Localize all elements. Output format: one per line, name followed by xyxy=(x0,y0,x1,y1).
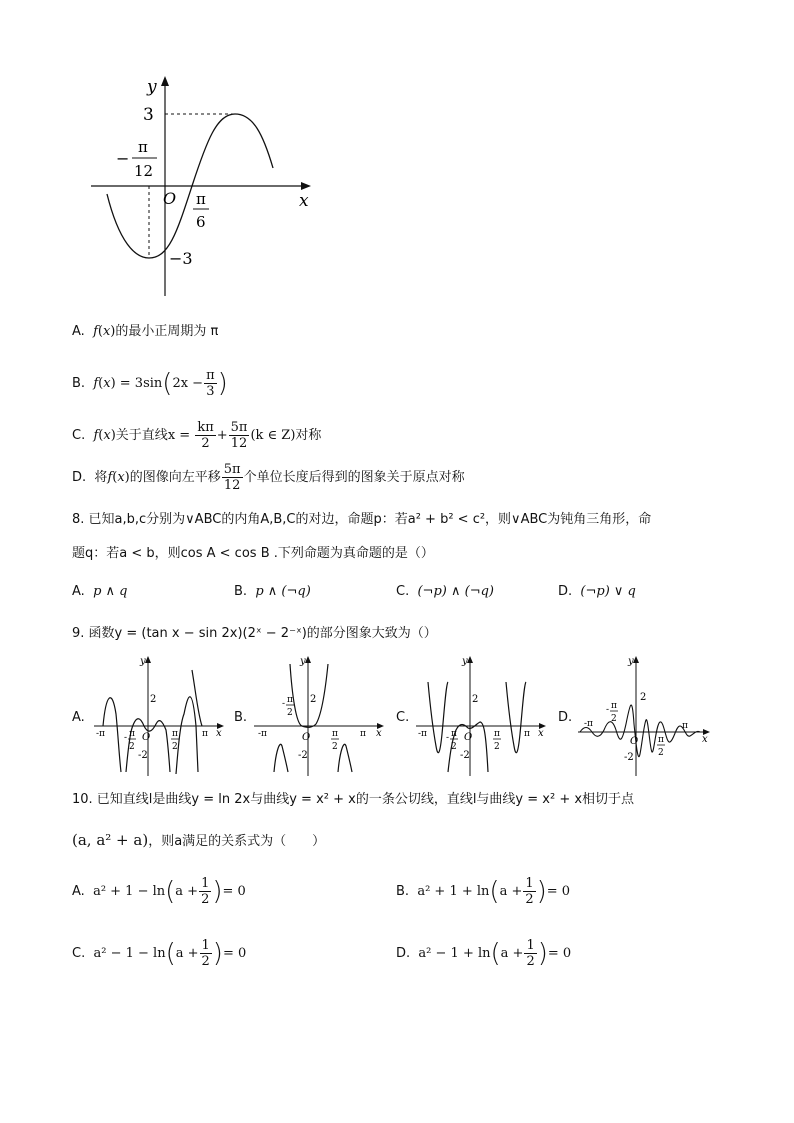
q9-graph-d[interactable] xyxy=(576,654,716,778)
svg-text:-: - xyxy=(124,733,128,743)
q10-line-2: (a, a² + a)，则a满足的关系式为（ ） xyxy=(72,831,326,849)
q7-option-a[interactable]: A. f(x)的最小正周期为 π xyxy=(72,324,219,339)
svg-text:2: 2 xyxy=(172,742,178,752)
svg-text:x: x xyxy=(376,728,382,739)
left-point-den: 12 xyxy=(134,162,154,180)
svg-text:O: O xyxy=(142,732,151,743)
svg-text:-π: -π xyxy=(584,719,593,729)
svg-text:-2: -2 xyxy=(624,752,634,763)
q10-option-b[interactable]: B. a² + 1 + ln(a + $\frac{1}{2}$ )= 0 xyxy=(396,876,571,907)
svg-text:x: x xyxy=(702,734,708,745)
svg-text:2: 2 xyxy=(129,742,135,752)
svg-text:2: 2 xyxy=(494,742,500,752)
svg-text:-π: -π xyxy=(418,729,427,739)
q9-option-c-letter[interactable]: C. xyxy=(396,710,410,725)
svg-text:2: 2 xyxy=(451,742,457,752)
q10-option-d[interactable]: D. a² − 1 + ln(a + $\frac{1}{2}$ )= 0 xyxy=(396,938,572,969)
svg-text:-π: -π xyxy=(96,729,105,739)
y-axis-arrow-icon xyxy=(161,76,169,86)
svg-text:-2: -2 xyxy=(460,750,470,761)
q8-option-c[interactable]: C. (¬p) ∧ (¬q) xyxy=(396,584,494,599)
q8-option-a[interactable]: A. p ∧ q xyxy=(72,584,128,599)
svg-text:y: y xyxy=(140,656,146,667)
q7-option-b[interactable]: B. f(x) = 3sin(2x − $\frac{\pi}{3}$ ) xyxy=(72,368,228,399)
svg-text:2: 2 xyxy=(310,694,317,705)
q9-graph-c[interactable] xyxy=(414,654,550,778)
svg-text:y: y xyxy=(628,656,634,667)
paren-open: ( xyxy=(97,324,103,339)
svg-text:O: O xyxy=(464,732,473,743)
svg-text:y: y xyxy=(462,656,468,667)
q10-line-1: 10. 已知直线l是曲线y = ln 2x与曲线y = x² + x的一条公切线，直线l与曲线y = x² + x相切于点 xyxy=(72,792,635,807)
svg-text:y: y xyxy=(300,656,306,667)
svg-text:π: π xyxy=(360,729,366,739)
svg-text:π: π xyxy=(451,729,457,739)
q10-option-c[interactable]: C. a² − 1 − ln(a + $\frac{1}{2}$ )= 0 xyxy=(72,938,247,969)
svg-text:π: π xyxy=(287,695,293,705)
paren-close: ) xyxy=(110,324,116,339)
x-axis-arrow-icon xyxy=(301,182,311,190)
q9-graph-b[interactable] xyxy=(252,654,388,778)
q7-option-d[interactable]: D. 将f(x)的图像向左平移 $\frac{5\pi}{12}$ 个单位长度后得到的图象关于原点对称 xyxy=(72,462,465,493)
svg-text:-: - xyxy=(606,705,610,715)
right-point-den: 6 xyxy=(196,213,206,231)
svg-text:-π: -π xyxy=(258,729,267,739)
shift-fraction: $\frac{5\pi}{12}$ xyxy=(223,462,241,493)
y-arrow-icon xyxy=(467,656,473,663)
y-arrow-icon xyxy=(633,656,639,663)
svg-text:2: 2 xyxy=(640,692,647,703)
svg-text:2: 2 xyxy=(287,708,293,718)
svg-text:2: 2 xyxy=(472,694,479,705)
y-axis-label: y xyxy=(147,77,157,97)
y-arrow-icon xyxy=(305,656,311,663)
svg-text:π: π xyxy=(172,729,178,739)
q7-option-c[interactable]: C. f(x)关于直线x = $\frac{k\pi}{2}$ + $\frac{5\pi}{12}$ (k ∈ Z)对称 xyxy=(72,420,322,451)
origin-label: O xyxy=(163,189,177,208)
k-pi-over-2: $\frac{k\pi}{2}$ xyxy=(197,420,214,451)
x-axis-label: x xyxy=(299,191,309,211)
sine-graph xyxy=(85,72,325,302)
q9-option-b-letter[interactable]: B. xyxy=(234,710,248,725)
svg-text:O: O xyxy=(630,736,639,747)
svg-text:-: - xyxy=(282,699,286,709)
pi-over-3: $\frac{\pi}{3}$ xyxy=(206,368,215,399)
svg-text:π: π xyxy=(682,721,688,731)
svg-text:-2: -2 xyxy=(138,750,148,761)
q9-option-d-letter[interactable]: D. xyxy=(558,710,573,725)
max-label: 3 xyxy=(143,105,154,125)
svg-text:x: x xyxy=(538,728,544,739)
q9-stem: 9. 函数y = (tan x − sin 2x)(2ˣ − 2⁻ˣ)的部分图象大致为（） xyxy=(72,626,437,641)
five-pi-over-12: $\frac{5\pi}{12}$ xyxy=(230,420,248,451)
svg-text:2: 2 xyxy=(611,714,617,724)
svg-text:π: π xyxy=(524,729,530,739)
q10-option-a[interactable]: A. a² + 1 − ln(a + $\frac{1}{2}$ )= 0 xyxy=(72,876,246,907)
q8-option-d[interactable]: D. (¬p) ∨ q xyxy=(558,584,636,599)
min-label: −3 xyxy=(169,249,193,268)
svg-text:-2: -2 xyxy=(298,750,308,761)
svg-text:π: π xyxy=(494,729,500,739)
svg-text:π: π xyxy=(332,729,338,739)
svg-text:π: π xyxy=(658,735,664,745)
left-point-sign: − xyxy=(116,149,130,168)
svg-text:O: O xyxy=(302,732,311,743)
svg-text:-: - xyxy=(446,733,450,743)
right-point-num: π xyxy=(196,190,206,208)
svg-text:π: π xyxy=(202,729,208,739)
y-arrow-icon xyxy=(145,656,151,663)
q8-option-b[interactable]: B. p ∧ (¬q) xyxy=(234,584,311,599)
left-point-num: π xyxy=(138,138,148,156)
q8-line-1: 8. 已知a,b,c分别为∨ABC的内角A,B,C的对边，命题p：若a² + b² < c²，则∨ABC为钝角三角形，命 xyxy=(72,512,652,527)
svg-text:2: 2 xyxy=(332,742,338,752)
svg-text:π: π xyxy=(129,729,135,739)
q9-option-a-letter[interactable]: A. xyxy=(72,710,85,725)
q9-graph-a[interactable] xyxy=(92,654,228,778)
svg-text:2: 2 xyxy=(150,694,157,705)
svg-text:x: x xyxy=(216,728,222,739)
svg-text:2: 2 xyxy=(658,748,664,758)
q8-line-2: 题q：若a < b，则cos A < cos B .下列命题为真命题的是（） xyxy=(72,546,434,561)
svg-text:π: π xyxy=(611,701,617,711)
